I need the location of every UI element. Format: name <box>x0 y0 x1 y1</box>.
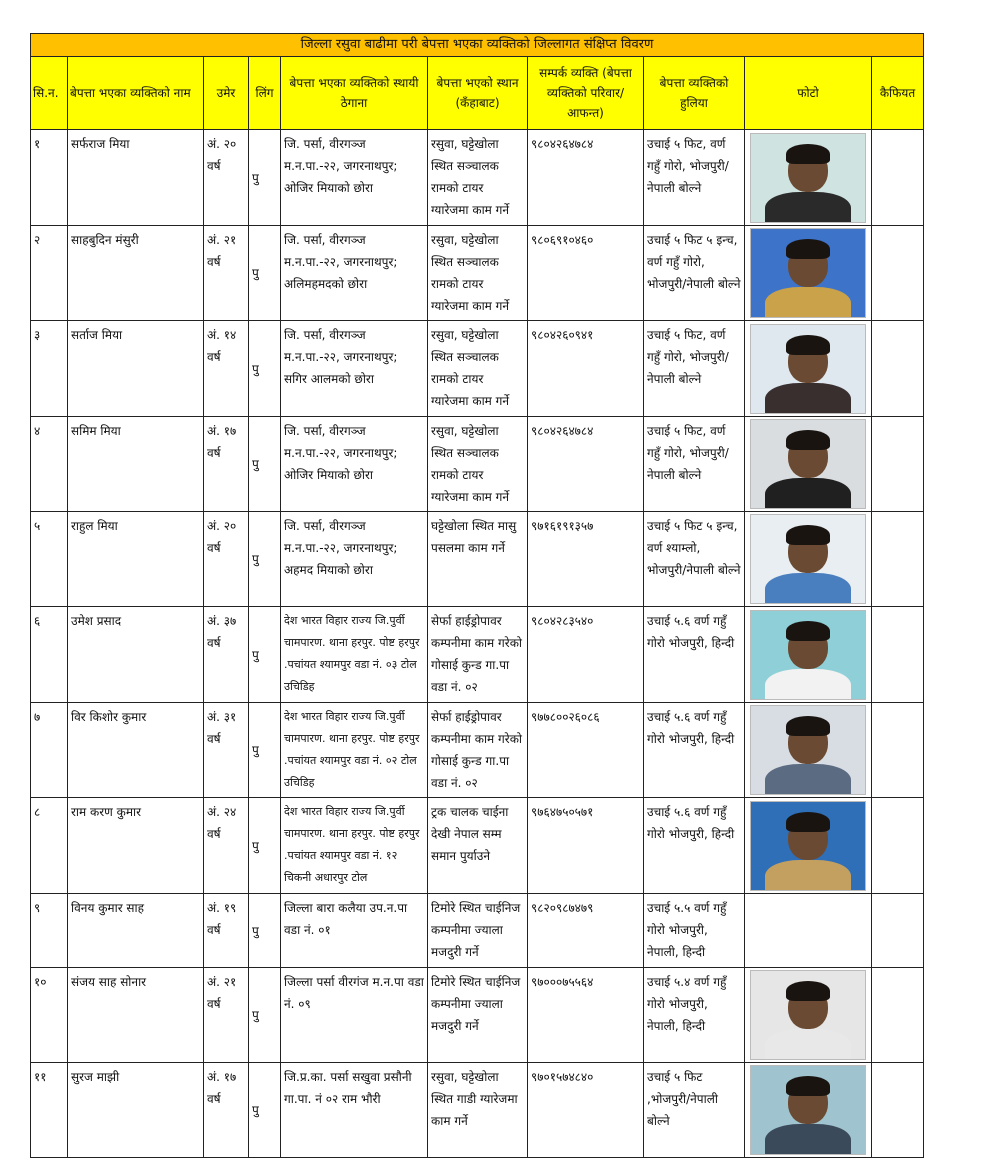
cell-photo <box>745 968 872 1063</box>
cell-place: रसुवा, घट्टेखोला स्थित सञ्चालक रामको टायर ग्यारेजमा काम गर्ने <box>428 226 528 321</box>
table-row <box>31 417 924 512</box>
cell-age: अं. २१ वर्ष <box>204 226 249 321</box>
cell-age: अं. २० वर्ष <box>204 512 249 607</box>
cell-sn: ८ <box>31 798 68 894</box>
table-row <box>31 1063 924 1158</box>
cell-address: जि. पर्सा, वीरगञ्ज म.न.पा.-२२, जगरनाथपुर; ओजिर मियाको छोरा <box>281 417 428 512</box>
cell-sn: ४ <box>31 417 68 512</box>
photo-hair <box>786 144 830 164</box>
cell-sn: ९ <box>31 894 68 968</box>
cell-photo <box>745 894 872 968</box>
cell-name: सर्ताज मिया <box>68 321 204 417</box>
cell-address: देश भारत विहार राज्य जि.पुर्वी चामपारण. थाना हरपुर. पोष्ट हरपुर .पचांयत श्यामपुर वडा नं. ०३ टोल उचिडिह <box>281 607 428 703</box>
cell-contact: ९८०४२६४७८४ <box>528 417 644 512</box>
cell-gender: पु <box>249 703 281 798</box>
cell-remarks <box>872 321 924 417</box>
person-photo <box>750 801 866 891</box>
cell-address: जि. पर्सा, वीरगञ्ज म.न.पा.-२२, जगरनाथपुर; अहमद मियाको छोरा <box>281 512 428 607</box>
cell-photo <box>745 321 872 417</box>
cell-contact: ९८२०९८७४७९ <box>528 894 644 968</box>
cell-gender: पु <box>249 894 281 968</box>
cell-photo <box>745 417 872 512</box>
cell-age: अं. २४ वर्ष <box>204 798 249 894</box>
photo-shoulders <box>765 478 851 509</box>
cell-address: जि. पर्सा, वीरगञ्ज म.न.पा.-२२, जगरनाथपुर; अलिमहमदको छोरा <box>281 226 428 321</box>
cell-appearance: उचाई ५ फिट ५ इन्च, वर्ण श्याम्लो, भोजपुरी/नेपाली बोल्ने <box>644 512 745 607</box>
cell-name: राहुल मिया <box>68 512 204 607</box>
cell-appearance: उचाई ५.५ वर्ण गहुँ गोरो भोजपुरी, नेपाली, हिन्दी <box>644 894 745 968</box>
header-sn: सि.न. <box>31 57 68 130</box>
photo-shoulders <box>765 287 851 318</box>
header-appearance: बेपत्ता व्यक्तिको हुलिया <box>644 57 745 130</box>
table-row <box>31 894 924 968</box>
cell-appearance: उचाई ५.६ वर्ण गहुँ गोरो भोजपुरी, हिन्दी <box>644 798 745 894</box>
photo-hair <box>786 239 830 259</box>
cell-address: देश भारत विहार राज्य जि.पुर्वी चामपारण. थाना हरपुर. पोष्ट हरपुर .पचांयत श्यामपुर वडा नं. ०२ टोल उचिडिह <box>281 703 428 798</box>
photo-hair <box>786 716 830 736</box>
cell-gender: पु <box>249 417 281 512</box>
cell-photo <box>745 607 872 703</box>
cell-appearance: उचाई ५ फिट, वर्ण गहुँ गोरो, भोजपुरी/नेपाली बोल्ने <box>644 130 745 226</box>
cell-photo <box>745 798 872 894</box>
cell-sn: ५ <box>31 512 68 607</box>
header-contact: सम्पर्क व्यक्ति (बेपत्ता व्यक्तिको परिवार/आफन्त) <box>528 57 644 130</box>
cell-name: उमेश प्रसाद <box>68 607 204 703</box>
table-title: जिल्ला रसुवा बाढीमा परी बेपत्ता भएका व्यक्तिको जिल्लागत संक्षिप्त विवरण <box>31 34 924 57</box>
photo-hair <box>786 621 830 641</box>
cell-place: टिमोरे स्थित चाईनिज कम्पनीमा ज्याला मजदुरी गर्ने <box>428 894 528 968</box>
cell-address: जि. पर्सा, वीरगञ्ज म.न.पा.-२२, जगरनाथपुर; सगिर आलमको छोरा <box>281 321 428 417</box>
cell-sn: ७ <box>31 703 68 798</box>
cell-contact: ९७०१५७४८४० <box>528 1063 644 1158</box>
cell-gender: पु <box>249 798 281 894</box>
cell-place: रसुवा, घट्टेखोला स्थित सञ्चालक रामको टायर ग्यारेजमा काम गर्ने <box>428 321 528 417</box>
cell-contact: ९७०००७५५६४ <box>528 968 644 1063</box>
photo-shoulders <box>765 669 851 700</box>
photo-hair <box>786 981 830 1001</box>
photo-shoulders <box>765 860 851 891</box>
table-row <box>31 321 924 417</box>
header-place: बेपत्ता भएको स्थान (कँहाबाट) <box>428 57 528 130</box>
cell-appearance: उचाई ५.४ वर्ण गहुँ गोरो भोजपुरी, नेपाली, हिन्दी <box>644 968 745 1063</box>
cell-name: सर्फराज मिया <box>68 130 204 226</box>
person-photo <box>750 970 866 1060</box>
cell-name: विर किशोर कुमार <box>68 703 204 798</box>
person-photo <box>750 324 866 414</box>
table-row <box>31 607 924 703</box>
header-remarks: कैफियत <box>872 57 924 130</box>
cell-name: राम करण कुमार <box>68 798 204 894</box>
cell-sn: १ <box>31 130 68 226</box>
person-photo <box>750 419 866 509</box>
photo-hair <box>786 430 830 450</box>
table-body <box>31 130 924 1158</box>
cell-sn: ३ <box>31 321 68 417</box>
cell-remarks <box>872 226 924 321</box>
photo-shoulders <box>765 1029 851 1060</box>
photo-shoulders <box>765 1124 851 1155</box>
cell-name: साहबुदिन मंसुरी <box>68 226 204 321</box>
cell-place: रसुवा, घट्टेखोला स्थित सञ्चालक रामको टायर ग्यारेजमा काम गर्ने <box>428 417 528 512</box>
cell-contact: ९८०६९१०४६० <box>528 226 644 321</box>
cell-place: टिमोरे स्थित चाईनिज कम्पनीमा ज्याला मजदुरी गर्ने <box>428 968 528 1063</box>
table-row <box>31 226 924 321</box>
cell-photo <box>745 1063 872 1158</box>
cell-age: अं. १९ वर्ष <box>204 894 249 968</box>
cell-sn: १० <box>31 968 68 1063</box>
cell-remarks <box>872 894 924 968</box>
photo-shoulders <box>765 383 851 414</box>
person-photo <box>750 705 866 795</box>
cell-remarks <box>872 1063 924 1158</box>
photo-hair <box>786 525 830 545</box>
cell-place: रसुवा, घट्टेखोला स्थित सञ्चालक रामको टायर ग्यारेजमा काम गर्ने <box>428 130 528 226</box>
header-name: बेपत्ता भएका व्यक्तिको नाम <box>68 57 204 130</box>
cell-photo <box>745 512 872 607</box>
cell-address: जि. पर्सा, वीरगञ्ज म.न.पा.-२२, जगरनाथपुर; ओजिर मियाको छोरा <box>281 130 428 226</box>
cell-age: अं. १७ वर्ष <box>204 1063 249 1158</box>
cell-appearance: उचाई ५.६ वर्ण गहुँ गोरो भोजपुरी, हिन्दी <box>644 607 745 703</box>
cell-photo <box>745 703 872 798</box>
table-row <box>31 968 924 1063</box>
missing-persons-table <box>30 33 924 1158</box>
table-row <box>31 703 924 798</box>
cell-contact: ९८०४२८३५४० <box>528 607 644 703</box>
cell-place: सेर्फा हाईड्रोपावर कम्पनीमा काम गरेको गोसाई कुन्ड गा.पा वडा नं. ०२ <box>428 607 528 703</box>
cell-gender: पु <box>249 607 281 703</box>
cell-contact: ९८०४२६०९४१ <box>528 321 644 417</box>
cell-remarks <box>872 512 924 607</box>
cell-name: समिम मिया <box>68 417 204 512</box>
cell-name: सुरज माझी <box>68 1063 204 1158</box>
cell-address: जि.प्र.का. पर्सा सखुवा प्रसौनी गा.पा. नं ०२ राम भौरी <box>281 1063 428 1158</box>
cell-gender: पु <box>249 321 281 417</box>
cell-photo <box>745 130 872 226</box>
cell-age: अं. २१ वर्ष <box>204 968 249 1063</box>
cell-place: सेर्फा हाईड्रोपावर कम्पनीमा काम गरेको गोसाई कुन्ड गा.पा वडा नं. ०२ <box>428 703 528 798</box>
cell-sn: ६ <box>31 607 68 703</box>
header-age: उमेर <box>204 57 249 130</box>
cell-address: देश भारत विहार राज्य जि.पुर्वी चामपारण. थाना हरपुर. पोष्ट हरपुर .पचांयत श्यामपुर वडा नं. १२ चिकनी अधारपुर टोल <box>281 798 428 894</box>
cell-age: अं. २० वर्ष <box>204 130 249 226</box>
cell-remarks <box>872 968 924 1063</box>
cell-appearance: उचाई ५ फिट ,भोजपुरी/नेपाली बोल्ने <box>644 1063 745 1158</box>
cell-remarks <box>872 703 924 798</box>
person-photo <box>750 610 866 700</box>
cell-gender: पु <box>249 226 281 321</box>
cell-address: जिल्ला पर्सा वीरगंज म.न.पा वडा नं. ०९ <box>281 968 428 1063</box>
cell-gender: पु <box>249 512 281 607</box>
photo-shoulders <box>765 764 851 795</box>
cell-name: संजय साह सोनार <box>68 968 204 1063</box>
cell-place: ट्रक चालक चाईना देखी नेपाल सम्म समान पुर्याउने <box>428 798 528 894</box>
photo-hair <box>786 812 830 832</box>
table-row <box>31 512 924 607</box>
cell-remarks <box>872 417 924 512</box>
cell-place: घट्टेखोला स्थित मासु पसलमा काम गर्ने <box>428 512 528 607</box>
photo-shoulders <box>765 573 851 604</box>
cell-remarks <box>872 798 924 894</box>
photo-hair <box>786 1076 830 1096</box>
person-photo <box>750 1065 866 1155</box>
cell-name: विनय कुमार साह <box>68 894 204 968</box>
cell-address: जिल्ला बारा कलैया उप.न.पा वडा नं. ०१ <box>281 894 428 968</box>
cell-contact: ९७७८००२६०८६ <box>528 703 644 798</box>
cell-age: अं. ३१ वर्ष <box>204 703 249 798</box>
cell-appearance: उचाई ५.६ वर्ण गहुँ गोरो भोजपुरी, हिन्दी <box>644 703 745 798</box>
cell-sn: ११ <box>31 1063 68 1158</box>
cell-appearance: उचाई ५ फिट, वर्ण गहुँ गोरो, भोजपुरी/नेपाली बोल्ने <box>644 417 745 512</box>
cell-contact: ९७१६१९१३५७ <box>528 512 644 607</box>
cell-appearance: उचाई ५ फिट ५ इन्च, वर्ण गहुँ गोरो, भोजपुरी/नेपाली बोल्ने <box>644 226 745 321</box>
table-row <box>31 130 924 226</box>
cell-remarks <box>872 607 924 703</box>
person-photo <box>750 228 866 318</box>
header-address: बेपत्ता भएका व्यक्तिको स्थायी ठेगाना <box>281 57 428 130</box>
header-photo: फोटो <box>745 57 872 130</box>
photo-hair <box>786 335 830 355</box>
cell-contact: ९७६४७५०५७१ <box>528 798 644 894</box>
header-row <box>31 57 924 130</box>
cell-sn: २ <box>31 226 68 321</box>
cell-gender: पु <box>249 968 281 1063</box>
missing-persons-sheet <box>30 33 923 1158</box>
cell-gender: पु <box>249 1063 281 1158</box>
table-row <box>31 798 924 894</box>
cell-appearance: उचाई ५ फिट, वर्ण गहुँ गोरो, भोजपुरी/नेपाली बोल्ने <box>644 321 745 417</box>
cell-photo <box>745 226 872 321</box>
cell-gender: पु <box>249 130 281 226</box>
cell-contact: ९८०४२६४७८४ <box>528 130 644 226</box>
cell-place: रसुवा, घट्टेखोला स्थित गाडी ग्यारेजमा काम गर्ने <box>428 1063 528 1158</box>
cell-age: अं. १७ वर्ष <box>204 417 249 512</box>
cell-remarks <box>872 130 924 226</box>
person-photo <box>750 514 866 604</box>
photo-shoulders <box>765 192 851 223</box>
cell-age: अं. १४ वर्ष <box>204 321 249 417</box>
header-gender: लिंग <box>249 57 281 130</box>
cell-age: अं. ३७ वर्ष <box>204 607 249 703</box>
person-photo <box>750 133 866 223</box>
